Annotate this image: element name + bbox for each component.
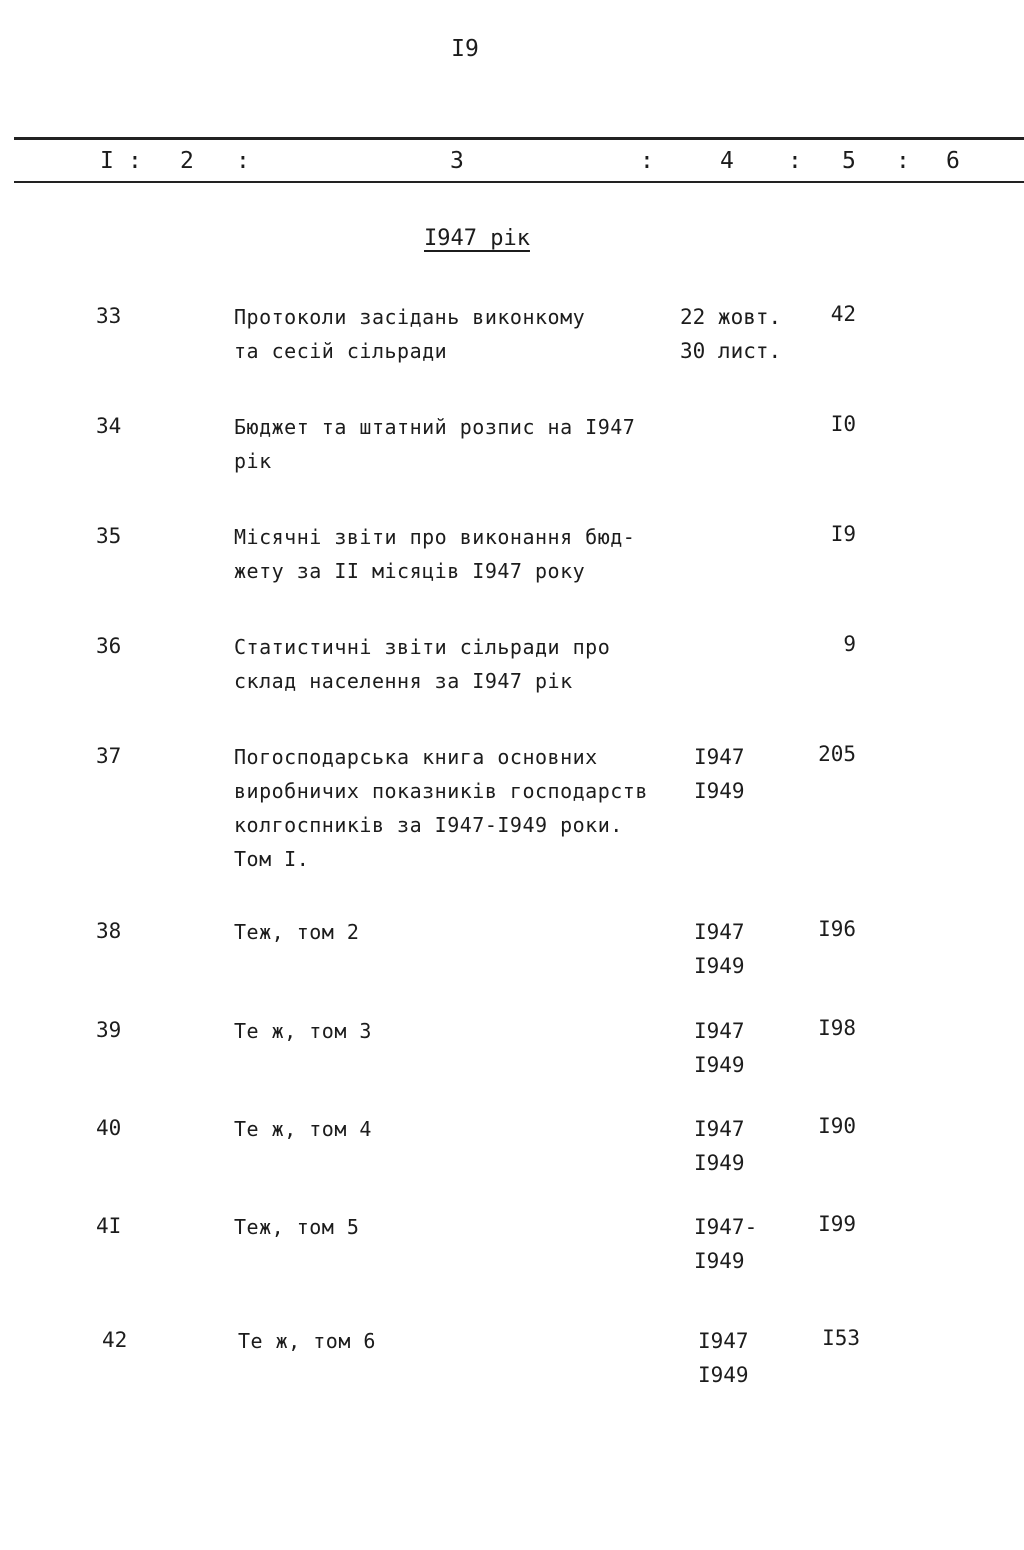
date-line: I947 xyxy=(694,1117,745,1141)
entry-number: 37 xyxy=(96,744,122,768)
entry-number: 33 xyxy=(96,304,122,328)
date-line: 30 лист. xyxy=(680,339,782,363)
date-line: I949 xyxy=(698,1363,749,1387)
entry-number: 42 xyxy=(102,1328,128,1352)
entry-number: 40 xyxy=(96,1116,122,1140)
column-header-5: 5 xyxy=(842,148,856,174)
entry-sheet-count: I99 xyxy=(818,1212,856,1236)
date-line: I949 xyxy=(694,1053,745,1077)
column-header-1: I xyxy=(100,148,114,174)
entry-number: 38 xyxy=(96,919,122,943)
entry-description xyxy=(234,1210,359,1244)
description-line: Місячні звіти про виконання бюд- xyxy=(234,525,636,549)
entry-sheet-count: I96 xyxy=(818,917,856,941)
column-header-3: 3 xyxy=(450,148,464,174)
date-line: I947 xyxy=(698,1329,749,1353)
column-separator: : xyxy=(788,148,802,174)
date-line: I947 xyxy=(694,920,745,944)
entry-sheet-count: I53 xyxy=(822,1326,860,1350)
header-bottom-rule xyxy=(14,181,1024,183)
entry-dates xyxy=(694,915,745,983)
column-header-6: 6 xyxy=(946,148,960,174)
description-line: Те ж, том 6 xyxy=(238,1329,376,1353)
description-line: жету за II місяців I947 року xyxy=(234,559,586,583)
description-line: Те ж, том 4 xyxy=(234,1117,372,1141)
description-line: Теж, том 2 xyxy=(234,920,360,944)
entry-sheet-count: 9 xyxy=(843,632,856,656)
entry-description xyxy=(234,1014,372,1048)
date-line: I947- xyxy=(694,1215,758,1239)
column-separator: : xyxy=(896,148,910,174)
column-separator: : xyxy=(640,148,654,174)
description-line: виробничих показників господарств xyxy=(234,779,648,803)
entry-dates xyxy=(694,1112,745,1180)
entry-description xyxy=(234,300,585,368)
entry-dates xyxy=(680,300,781,368)
entry-description xyxy=(234,410,635,478)
header-top-rule xyxy=(14,137,1024,140)
date-line: I949 xyxy=(694,1249,745,1273)
description-line: склад населення за I947 рік xyxy=(234,669,573,693)
date-line: I949 xyxy=(694,779,745,803)
entry-number: 4I xyxy=(96,1214,122,1238)
description-line: Том I. xyxy=(234,847,310,871)
entry-sheet-count: 42 xyxy=(830,302,856,326)
column-separator: : xyxy=(236,148,250,174)
description-line: Статистичні звіти сільради про xyxy=(234,635,611,659)
date-line: 22 жовт. xyxy=(680,305,782,329)
description-line: Протоколи засідань виконкому xyxy=(234,305,586,329)
description-line: колгоспників за I947-I949 роки. xyxy=(234,813,623,837)
entry-number: 34 xyxy=(96,414,122,438)
description-line: рік xyxy=(234,449,272,473)
entry-dates xyxy=(698,1324,749,1392)
description-line: Погосподарська книга основних xyxy=(234,745,598,769)
entry-sheet-count: I9 xyxy=(830,522,856,546)
entry-number: 36 xyxy=(96,634,122,658)
column-header-2: 2 xyxy=(180,148,194,174)
date-line: I949 xyxy=(694,954,745,978)
date-line: I949 xyxy=(694,1151,745,1175)
entry-description xyxy=(234,1112,372,1146)
entry-description xyxy=(234,740,648,876)
entry-number: 39 xyxy=(96,1018,122,1042)
entry-sheet-count: I98 xyxy=(818,1016,856,1040)
entry-description xyxy=(238,1324,376,1358)
entry-sheet-count: I90 xyxy=(818,1114,856,1138)
entry-dates xyxy=(694,740,745,808)
entry-number: 35 xyxy=(96,524,122,548)
entry-sheet-count: I0 xyxy=(830,412,856,436)
section-title: I947 рік xyxy=(424,226,530,251)
entry-description xyxy=(234,520,635,588)
entry-dates xyxy=(694,1210,757,1278)
entry-description xyxy=(234,630,610,698)
column-separator: : xyxy=(128,148,142,174)
column-header-4: 4 xyxy=(720,148,734,174)
date-line: I947 xyxy=(694,745,745,769)
description-line: Те ж, том 3 xyxy=(234,1019,372,1043)
description-line: Бюджет та штатний розпис на I947 xyxy=(234,415,636,439)
entry-sheet-count: 205 xyxy=(818,742,856,766)
description-line: та сесій сільради xyxy=(234,339,448,363)
page-number: I9 xyxy=(451,36,479,62)
description-line: Теж, том 5 xyxy=(234,1215,360,1239)
date-line: I947 xyxy=(694,1019,745,1043)
entry-dates xyxy=(694,1014,745,1082)
entry-description xyxy=(234,915,359,949)
